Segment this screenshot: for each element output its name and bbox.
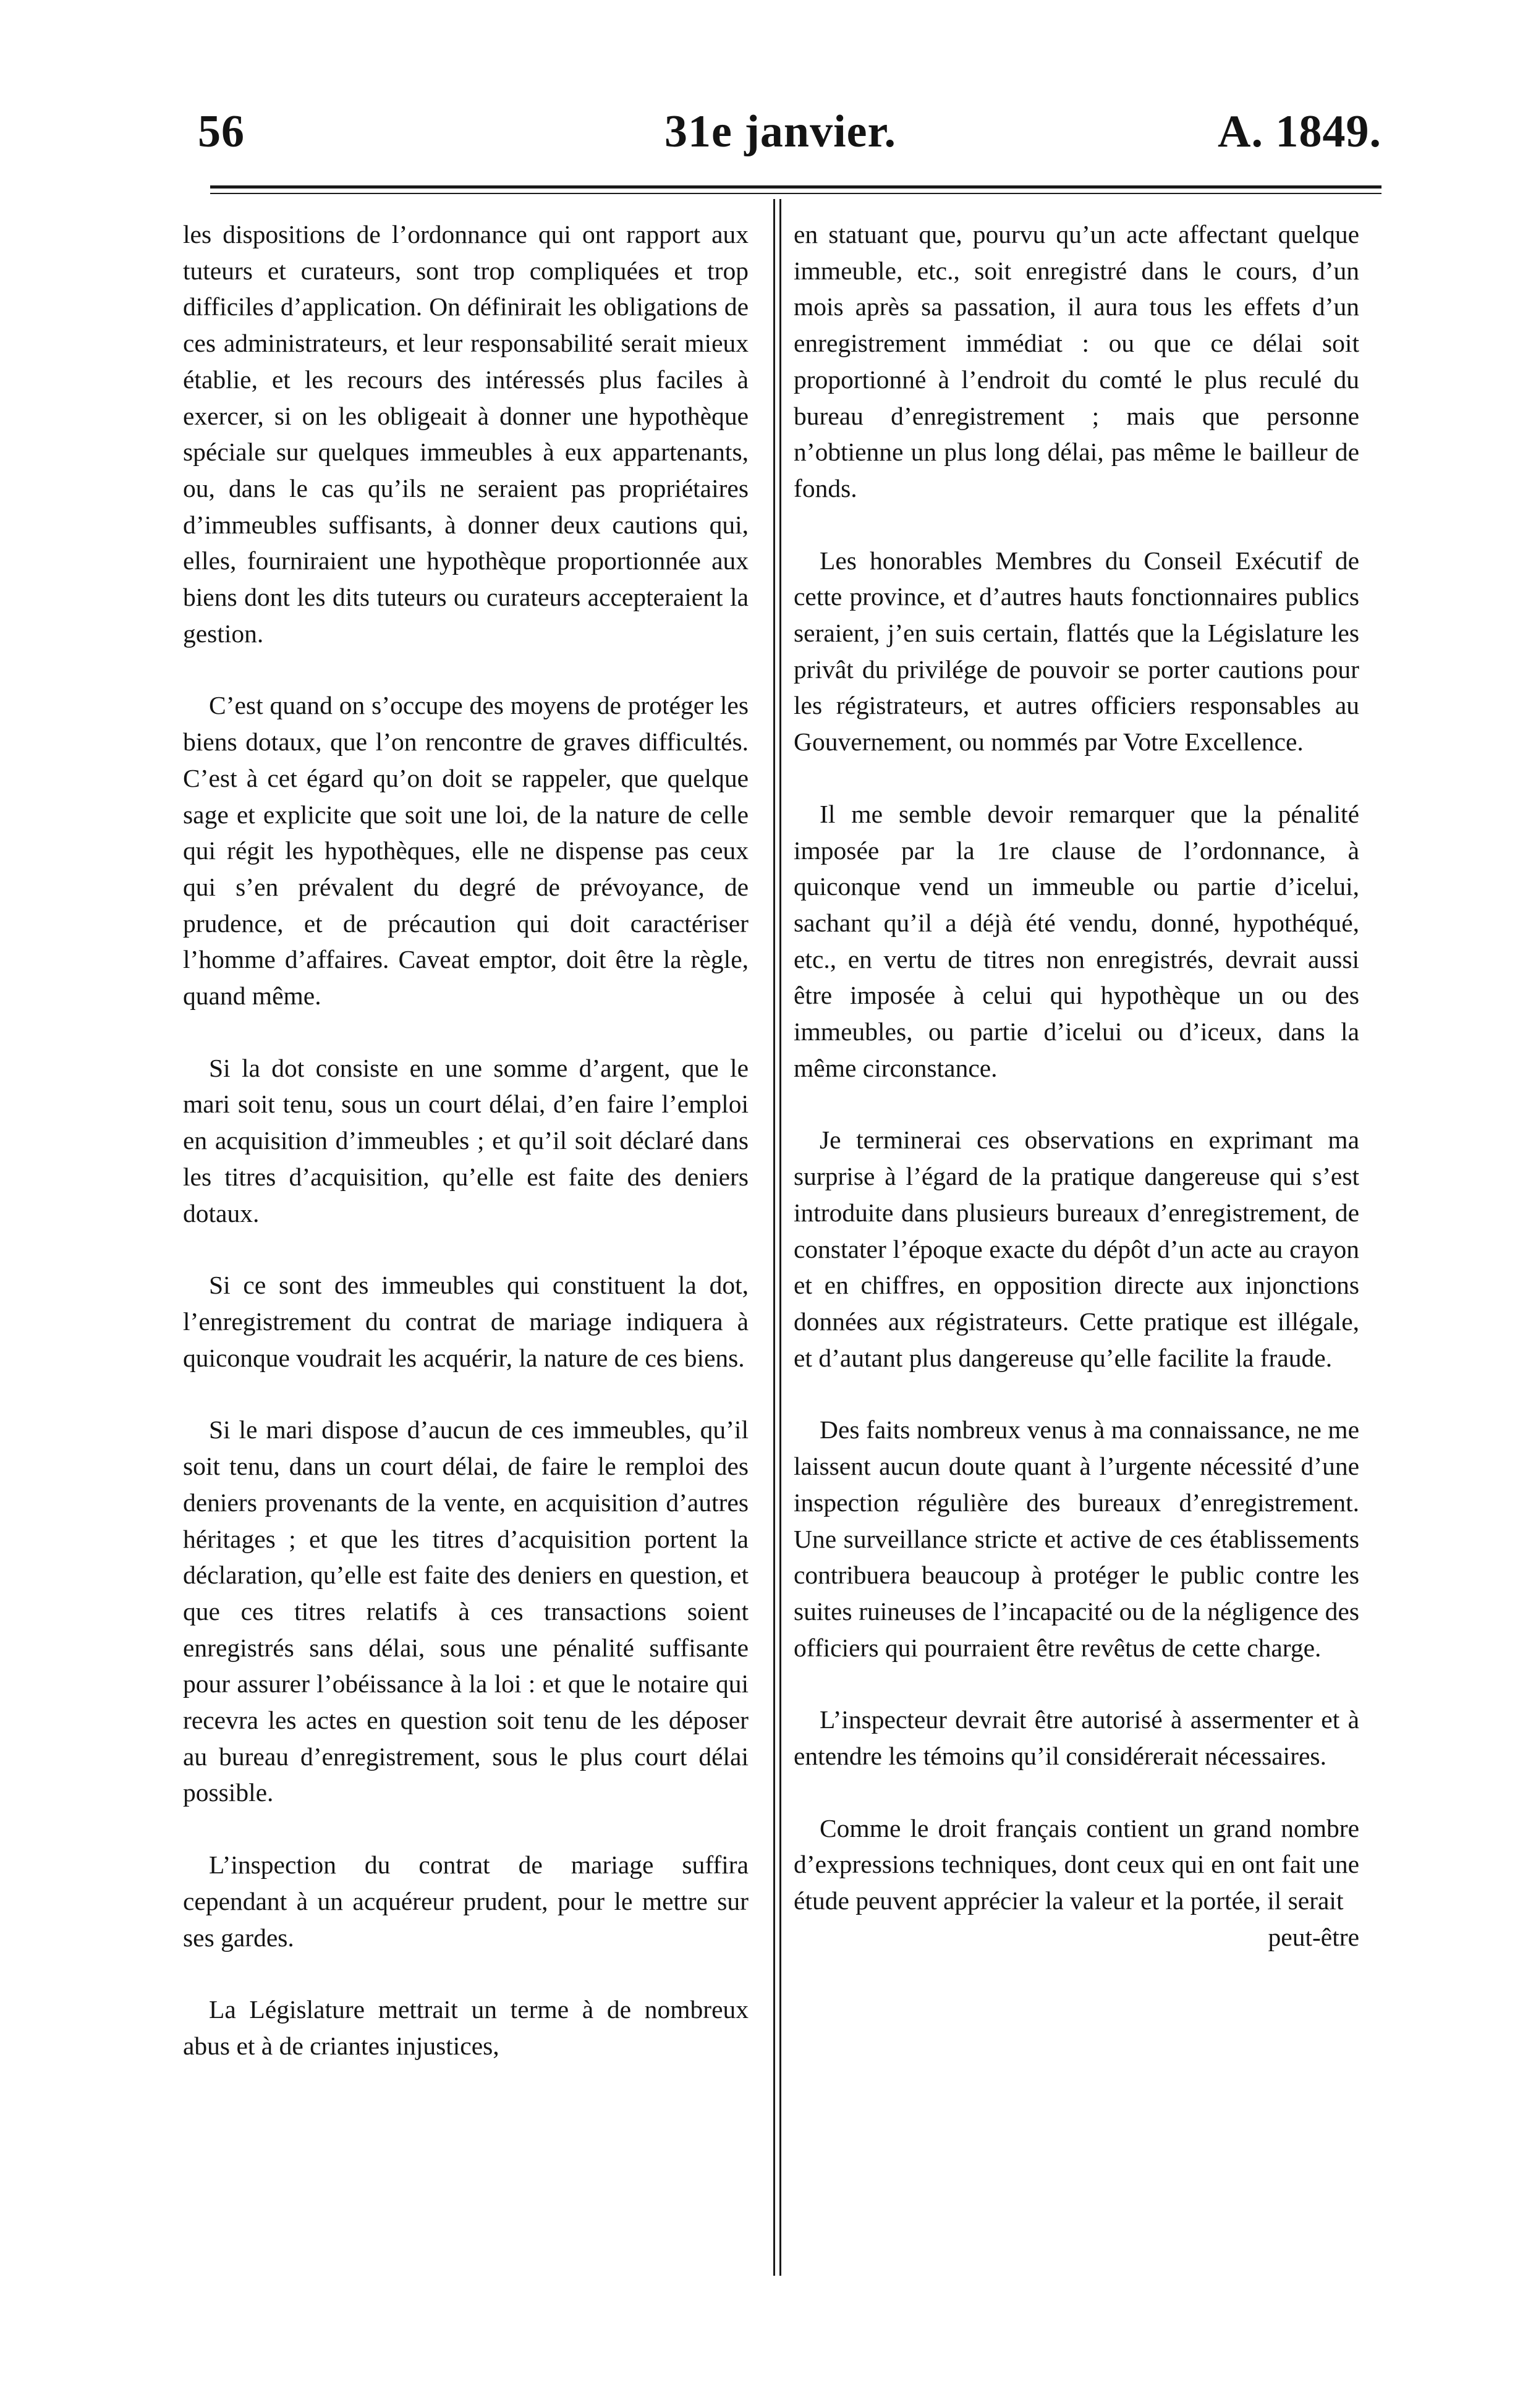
header-year: A. 1849.	[1218, 106, 1381, 157]
header-rule-thin	[210, 193, 1381, 194]
column-divider-right-line	[779, 199, 781, 2276]
left-paragraph-2: C’est quand on s’occupe des moyens de protéger les biens dotaux, que l’on rencontre de graves difficultés. C’est à cet égard qu’on doit se rappeler, que quelque sage et explicite que soit une loi, de la nature de celle qui régit les hypothèques, elle ne dispense pas ceux qui s’en prévalent du degré de prévoyance, de prudence, et de précaution qui doit caractériser l’homme d’affaires. Caveat emptor, doit être la règle, quand même.	[183, 691, 749, 1011]
catchword: peut-être	[1268, 1922, 1359, 1951]
left-paragraph-1: les dispositions de l’ordonnance qui ont rapport aux tuteurs et curateurs, sont trop compliquées et trop difficiles d’application. On définirait les obligations de ces administrateurs, et leur responsabilité serait mieux établie, et les recours des intéressés plus faciles à exercer, si on les obligeait à donner une hypothèque spéciale sur quelques immeubles à eux appartenants, ou, dans le cas qu’ils ne seraient pas propriétaires d’immeubles suffisants, à donner deux cautions qui, elles, fourniraient une hypothèque proportionnée aux biens dont les dits tuteurs ou curateurs accepteraient la gestion.	[183, 220, 749, 648]
column-divider-left-line	[773, 199, 775, 2276]
right-column	[794, 216, 1359, 1956]
left-paragraph-3: Si la dot consiste en une somme d’argent, que le mari soit tenu, sous un court délai, d’en faire l’emploi en acquisition d’immeubles ; et qu’il soit déclaré dans les titres d’acquisition, qu’elle est faite des deniers dotaux.	[183, 1053, 749, 1227]
right-paragraph-1: en statuant que, pourvu qu’un acte affectant quelque immeuble, etc., soit enregistré dans le cours, d’un mois après sa passation, il aura tous les effets d’un enregistrement immédiat : ou que ce délai soit proportionné à l’endroit du comté le plus reculé du bureau d’enregistrement ; mais que personne n’obtienne un plus long délai, pas même le bailleur de fonds.	[794, 220, 1359, 502]
right-paragraph-4: Je terminerai ces observations en exprimant ma surprise à l’égard de la pratique dangereuse qui s’est introduite dans plusieurs bureaux d’enregistrement, de constater l’époque exacte du dépôt d’un acte au crayon et en chiffres, en opposition directe aux injonctions données aux régistrateurs. Cette pratique est illégale, et d’autant plus dangereuse qu’elle facilite la fraude.	[794, 1126, 1359, 1372]
left-paragraph-5: Si le mari dispose d’aucun de ces immeubles, qu’il soit tenu, dans un court délai, de faire le remploi des deniers provenants de la vente, en acquisition d’autres héritages ; et que les titres d’acquisition portent la déclaration, qu’elle est faite des deniers en question, et que ces titres relatifs à ces transactions soient enregistrés sans délai, sous une pénalité suffisante pour assurer l’obéissance à la loi : et que le notaire qui recevra les actes en question soit tenu de les déposer au bureau d’enregistrement, sous le plus court délai possible.	[183, 1415, 749, 1807]
header-date: 31e janvier.	[664, 106, 897, 157]
header-rule-thick	[210, 185, 1381, 189]
right-paragraph-3: Il me semble devoir remarquer que la pénalité imposée par la 1re clause de l’ordonnance, à quiconque vend un immeuble ou partie d’icelui, sachant qu’il a déjà été vendu, donné, hypothéqué, etc., en vertu de titres non enregistrés, devrait aussi être imposée à celui qui hypothèque un ou des immeubles, ou partie d’icelui ou d’iceux, dans la même circonstance.	[794, 799, 1359, 1082]
right-paragraph-2: Les honorables Membres du Conseil Exécutif de cette province, et d’autres hauts fonctionnaires publics seraient, j’en suis certain, flattés que la Législature les privât du privilége de pouvoir se porter cautions pour les régistrateurs, et autres officiers responsables au Gouvernement, ou nommés par Votre Excellence.	[794, 546, 1359, 757]
page-number: 56	[198, 106, 245, 157]
right-paragraph-7: Comme le droit français contient un grand nombre d’expressions techniques, dont ceux qui en ont fait une étude peuvent apprécier la valeur et la portée, il serait	[794, 1813, 1359, 1915]
left-column	[183, 216, 749, 2100]
right-paragraph-6: L’inspecteur devrait être autorisé à assermenter et à entendre les témoins qu’il considérerait nécessaires.	[794, 1705, 1359, 1771]
left-paragraph-7: La Législature mettrait un terme à de nombreux abus et à de criantes injustices,	[183, 1995, 749, 2060]
running-header	[179, 104, 1381, 159]
left-paragraph-4: Si ce sont des immeubles qui constituent la dot, l’enregistrement du contrat de mariage indiquera à quiconque voudrait les acquérir, la nature de ces biens.	[183, 1271, 749, 1372]
left-paragraph-6: L’inspection du contrat de mariage suffira cependant à un acquéreur prudent, pour le mettre sur ses gardes.	[183, 1851, 749, 1952]
right-paragraph-5: Des faits nombreux venus à ma connaissance, ne me laissent aucun doute quant à l’urgente nécessité d’une inspection régulière des bureaux d’enregistrement. Une surveillance stricte et active de ces établissements contribuera beaucoup à protéger le public contre les suites ruineuses de l’incapacité ou de la négligence des officiers qui pourraient être revêtus de cette charge.	[794, 1415, 1359, 1662]
